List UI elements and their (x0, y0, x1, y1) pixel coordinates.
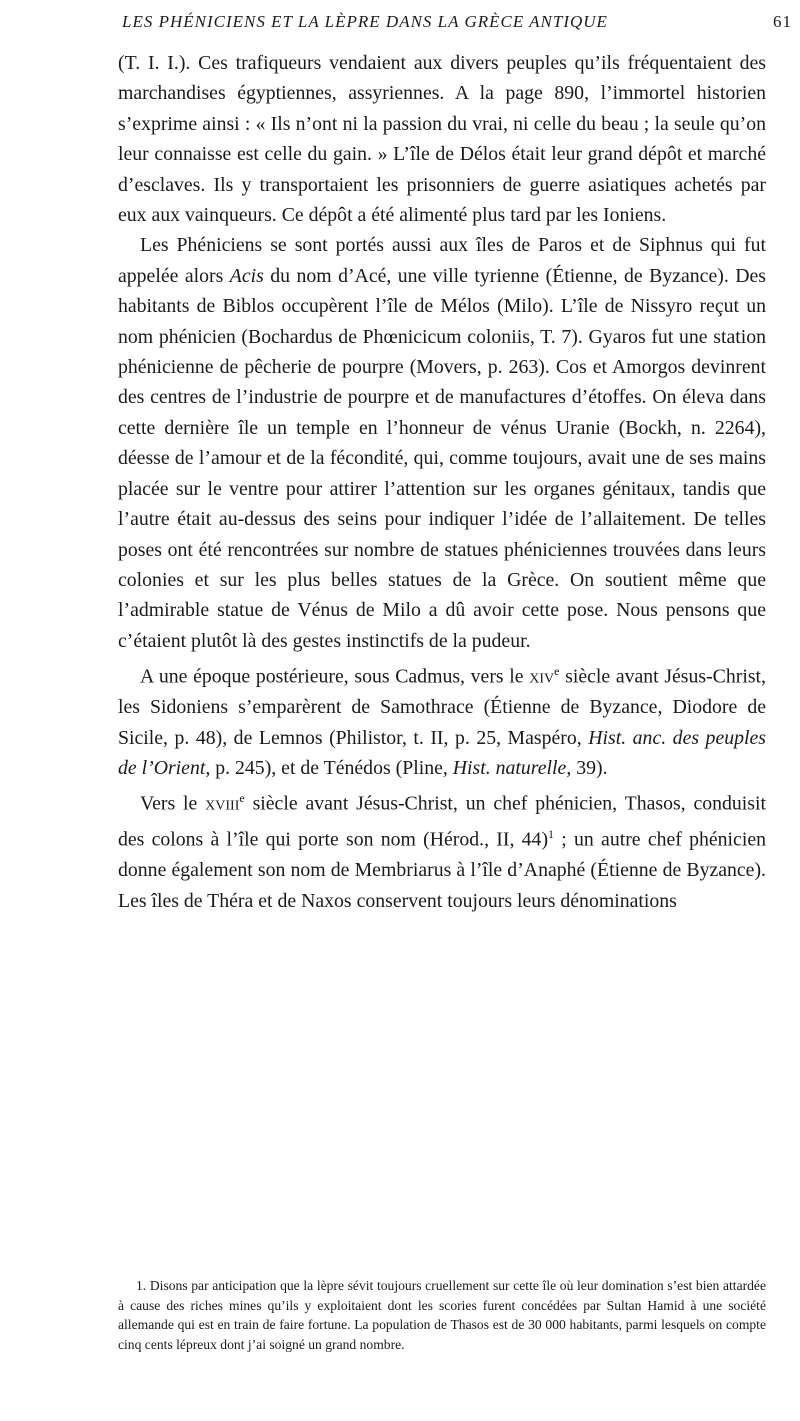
paragraph-2-text-b: du nom d’Acé, une ville tyrienne (Étienne, de Byzance). Des habitants de Biblos occupèrent l’île de Mélos (Milo). L’île de Nissyro reçut un nom phénicien (Bochardus de Phœnicicum coloniis, T. 7). Gyaros fut une station phénicienne de pêcherie de pourpre (Movers, p. 263). Cos et Amorgos devinrent des centres de l’industrie de pourpre et de manufactures d’étoffes. On éleva dans cette dernière île un temple en l’honneur de vénus Uranie (Bockh, n. 2264), déesse de l’amour et de la fécondité, qui, comme toujours, avait une de ses mains placée sur le ventre pour attirer l’attention sur les organes génitaux, tandis que l’autre était au-dessus des seins pour indiquer l’idée de l’allaitement. De telles poses ont été rencontrées sur nombre de statues phéniciennes trouvées dans leurs colonies et sur les plus belles statues de la Grèce. On soutient même que l’admirable statue de Vénus de Milo a dû avoir cette pose. Nous pensons que c’étaient plutôt là des gestes instinctifs de la pudeur. (118, 264, 766, 652)
footnote (118, 1276, 766, 1354)
paragraph-2 (118, 230, 766, 656)
paragraph-3-text-b: siècle avant Jésus-Christ, les Sidoniens s’emparèrent de Samothrace (Étienne de Byzance, Diodore de Sicile, p. 48), de Lemnos (Philistor, t. II, p. 25, Maspéro, (118, 665, 766, 749)
paragraph-4 (118, 783, 766, 916)
footnote-text: 1. Disons par anticipation que la lèpre sévit toujours cruellement sur cette île où leur domination s’est bien attardée à cause des riches mines qu’ils y exploitaient dont les scories furent concédées par Sultan Hamid à une société allemande qui est en train de faire fortune. La population de Thasos est de 30 000 habitants, parmi lesquels on compte cinq cents lépreux dont j’ai soigné un grand nombre. (118, 1278, 766, 1352)
paragraph-4-text-b: siècle avant Jésus-Christ, un chef phénicien, Thasos, conduisit des colons à l’île qui porte son nom (Hérod., II, 44) (118, 792, 766, 851)
italic-work-pline: Hist. naturelle, (452, 756, 572, 779)
italic-acis: Acis (229, 264, 264, 287)
century-xviii-sup: e (239, 791, 245, 806)
paragraph-3-text-c: p. 245), et de Ténédos (Pline, (210, 756, 453, 779)
paragraph-1: (T. I. I.). Ces trafiqueurs vendaient aux divers peuples qu’ils fréquentaient des marchandises égyptiennes, assyriennes. A la page 890, l’immortel historien s’exprime ainsi : « Ils n’ont ni la passion du vrai, ni celle du beau ; la seule qu’on leur connaisse est celle du gain. » L’île de Délos était leur grand dépôt et marché d’esclaves. Ils y transportaient les prisonniers de guerre asiatiques achetés par eux aux vainqueurs. Ce dépôt a été alimenté plus tard par les Ioniens. (118, 52, 766, 227)
running-title: LES PHÉNICIENS ET LA LÈPRE DANS LA GRÈCE ANTIQUE (122, 12, 608, 31)
italic-work-maspero: Hist. anc. des peuples de l’Orient, (118, 726, 766, 779)
running-head (118, 12, 792, 34)
paragraph-4-text-a: Vers le (140, 792, 206, 815)
paragraph-2-text-a: Les Phéniciens se sont portés aussi aux îles de Paros et de Siphnus qui fut appelée alors (118, 234, 766, 287)
page-number: 61 (773, 12, 792, 31)
paragraph-4-text-c: ; un autre chef phénicien donne également son nom de Membriarus à l’île d’Anaphé (Étienne de Byzance). Les îles de Théra et de Naxos conservent toujours leurs dénominations (118, 828, 766, 912)
paragraph-3-text-a: A une époque postérieure, sous Cadmus, vers le (140, 665, 530, 688)
century-xiv: xiv (529, 665, 555, 688)
main-text (118, 48, 766, 916)
paragraph-3-text-d: 39). (571, 756, 608, 779)
century-xiv-sup: e (554, 664, 560, 679)
footnote-reference: 1 (548, 827, 555, 842)
century-xviii: xviii (205, 792, 240, 815)
paragraph-3 (118, 656, 766, 783)
